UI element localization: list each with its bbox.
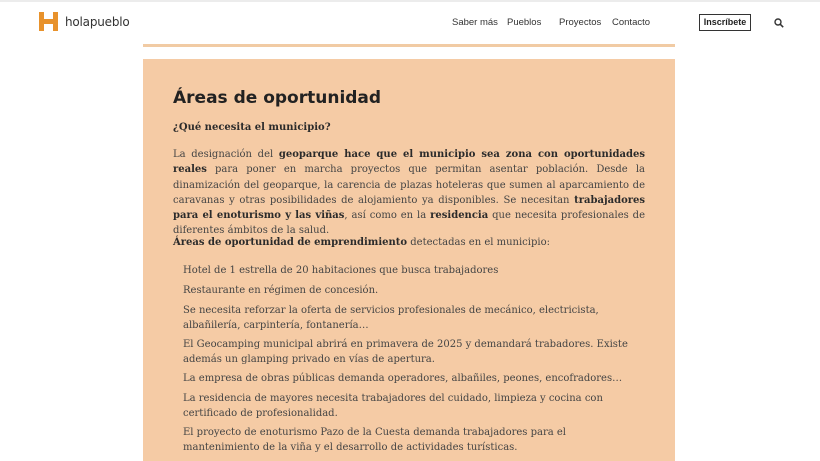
site-header — [0, 2, 820, 44]
section-title: Áreas de oportunidad — [173, 88, 382, 108]
list-item: Hotel de 1 estrella de 20 habitaciones que busca trabajadores — [183, 265, 499, 276]
signup-button[interactable]: Inscríbete — [699, 14, 751, 31]
nav-item-proyectos[interactable]: Proyectos — [559, 17, 602, 28]
section-question: ¿Qué necesita el municipio? — [173, 122, 331, 133]
previous-section-edge — [143, 44, 675, 47]
brand-logo[interactable] — [39, 12, 130, 31]
list-item: La residencia de mayores necesita trabajadores del cuidado, limpieza y cocina con certificado de profesionalidad. — [183, 393, 603, 419]
list-item: Restaurante en régimen de concesión. — [183, 285, 379, 296]
list-item: Se necesita reforzar la oferta de servicios profesionales de mecánico, electricista, albañilería, carpintería, fontanería… — [183, 305, 599, 331]
list-item: El proyecto de enoturismo Pazo de la Cuesta demanda trabajadores para el mantenimiento de la viña y el desarrollo de actividades turísticas. — [183, 427, 567, 453]
nav-item-saber-mas[interactable]: Saber más — [452, 17, 498, 28]
list-item: La empresa de obras públicas demanda operadores, albañiles, peones, encofradores… — [183, 373, 623, 384]
logo-h-icon — [39, 12, 58, 31]
list-item: El Geocamping municipal abrirá en primavera de 2025 y demandará trabadores. Existe además un glamping privado en vías de apertura. — [183, 339, 628, 365]
brand-name: holapueblo — [65, 14, 130, 29]
areas-intro: Áreas de oportunidad de emprendimiento detectadas en el municipio: — [173, 237, 550, 248]
nav-item-contacto[interactable]: Contacto — [612, 17, 651, 28]
search-icon[interactable] — [774, 18, 784, 28]
description-paragraph: La designación del geoparque hace que el municipio sea zona con oportunidades reales para poner en marcha proyectos que permitan asentar población. Desde la dinamización del geoparque, la carencia de plazas hoteleras que sumen al aparcamiento de caravanas y otras posibilidades de alojamiento ya disponibles. Se necesitan trabajadores para el enoturismo y las viñas, así como en la residencia que necesita profesionales de diferentes ámbitos de la salud. — [173, 149, 645, 237]
nav-item-pueblos[interactable]: Pueblos — [507, 17, 542, 28]
